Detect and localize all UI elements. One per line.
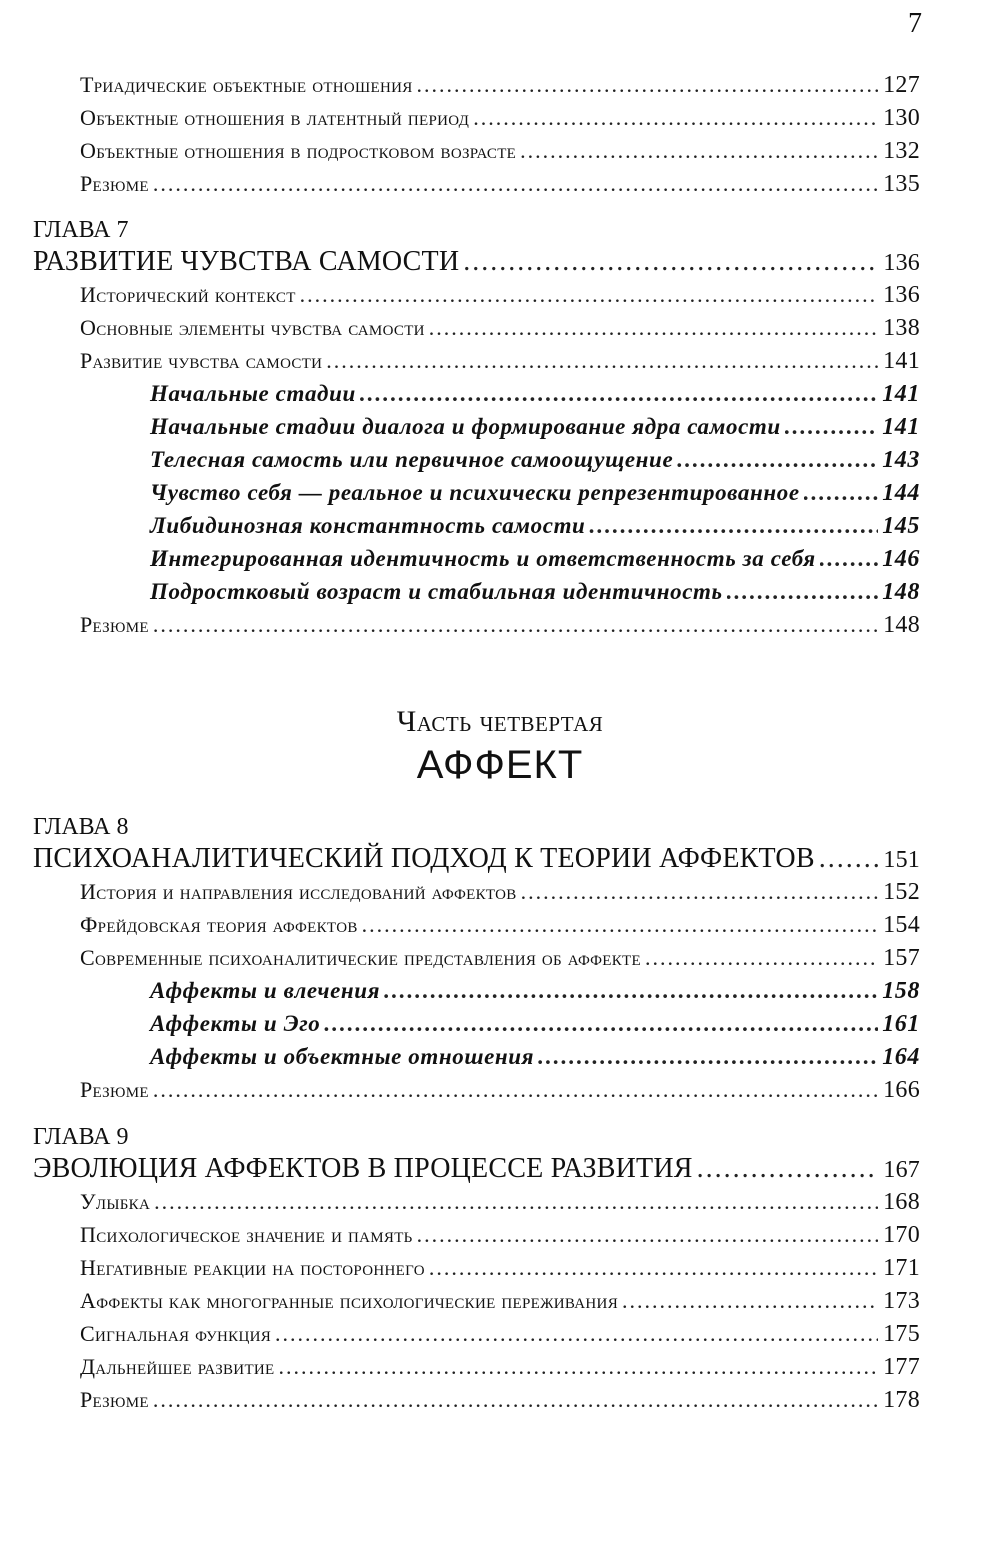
leader-dots <box>362 908 878 941</box>
chapter-title-row[interactable] <box>33 842 920 875</box>
toc-entry-page: 135 <box>883 171 920 197</box>
leader-dots <box>622 1284 878 1317</box>
toc-entry[interactable] <box>80 908 920 941</box>
chapter-label: ГЛАВА 8 <box>33 814 129 840</box>
leader-dots <box>677 443 878 476</box>
chapter-label: ГЛАВА 9 <box>33 1124 129 1150</box>
toc-entry-title: История и направления исследований аффектов <box>80 879 517 904</box>
toc-entry-title: Триадические объектные отношения <box>80 72 413 97</box>
toc-subentry-title: Интегрированная идентичность и ответственность за себя <box>150 546 816 571</box>
leader-dots <box>275 1317 878 1350</box>
toc-subentry[interactable] <box>150 443 920 476</box>
toc-entry-title: Фрейдовская теория аффектов <box>80 912 358 937</box>
toc-entry-page: 173 <box>883 1288 920 1314</box>
chapter-title: ЭВОЛЮЦИЯ АФФЕКТОВ В ПРОЦЕССЕ РАЗВИТИЯ <box>33 1153 693 1184</box>
toc-entry-title: Исторический контекст <box>80 282 296 307</box>
leader-dots <box>384 974 878 1007</box>
part-label: Часть четвертая <box>396 705 604 738</box>
toc-entry-title: Развитие чувства самости <box>80 348 323 373</box>
leader-dots <box>154 1185 878 1218</box>
toc-entry-title: Резюме <box>80 612 149 637</box>
chapter-page: 136 <box>883 250 920 276</box>
toc-entry[interactable] <box>80 1218 920 1251</box>
toc-subentry-page: 141 <box>882 414 920 440</box>
toc-entry[interactable] <box>80 344 920 377</box>
leader-dots <box>429 311 878 344</box>
leader-dots <box>820 542 878 575</box>
toc-subentry-title: Аффекты и объектные отношения <box>150 1044 535 1069</box>
toc-entry-page: 168 <box>883 1189 920 1215</box>
toc-entry-title: Резюме <box>80 171 149 196</box>
toc-entry-title: Объектные отношения в латентный период <box>80 105 470 130</box>
leader-dots <box>785 410 878 443</box>
chapter-page: 167 <box>883 1157 920 1183</box>
chapter-title: ПСИХОАНАЛИТИЧЕСКИЙ ПОДХОД К ТЕОРИИ АФФЕКТОВ <box>33 843 815 874</box>
toc-entry-title: Аффекты как многогранные психологические переживания <box>80 1288 618 1313</box>
toc-entry[interactable] <box>80 1073 920 1106</box>
toc-entry-page: 178 <box>883 1387 920 1413</box>
toc-subentry-title: Аффекты и влечения <box>150 978 381 1003</box>
leader-dots <box>804 476 878 509</box>
toc-entry[interactable] <box>80 1185 920 1218</box>
toc-entry-page: 138 <box>883 315 920 341</box>
toc-entry-title: Современные психоаналитические представления об аффекте <box>80 945 641 970</box>
leader-dots <box>360 377 878 410</box>
leader-dots <box>538 1040 878 1073</box>
toc-entry-page: 157 <box>883 945 920 971</box>
chapter-title: РАЗВИТИЕ ЧУВСТВА САМОСТИ <box>33 246 460 277</box>
leader-dots <box>153 608 878 641</box>
leader-dots <box>819 842 878 875</box>
leader-dots <box>589 509 878 542</box>
toc-entry-page: 170 <box>883 1222 920 1248</box>
toc-entry[interactable] <box>80 101 920 134</box>
toc-subentry[interactable] <box>150 575 920 608</box>
leader-dots <box>520 134 878 167</box>
toc-entry[interactable] <box>80 1317 920 1350</box>
toc-subentry-page: 144 <box>882 480 920 506</box>
toc-subentry[interactable] <box>150 542 920 575</box>
chapter-9 <box>0 1122 1000 1416</box>
toc-entry[interactable] <box>80 68 920 101</box>
chapter-label: ГЛАВА 7 <box>33 217 129 243</box>
toc-subentry-title: Либидинозная константность самости <box>150 513 586 538</box>
toc-entry[interactable] <box>80 1284 920 1317</box>
toc-subentry[interactable] <box>150 410 920 443</box>
toc-entry[interactable] <box>80 167 920 200</box>
toc-entry-title: Улыбка <box>80 1189 151 1214</box>
toc-subentry-page: 141 <box>882 381 920 407</box>
leader-dots <box>300 278 878 311</box>
chapter-8 <box>0 812 1000 1106</box>
toc-subentry-title: Аффекты и Эго <box>150 1011 321 1036</box>
toc-entry-page: 132 <box>883 138 920 164</box>
toc-entry-title: Резюме <box>80 1077 149 1102</box>
leader-dots <box>521 875 878 908</box>
toc-entry-title: Дальнейшее развитие <box>80 1354 275 1379</box>
toc-entry-title: Негативные реакции на постороннего <box>80 1255 425 1280</box>
toc-entry[interactable] <box>80 134 920 167</box>
chapter-title-row[interactable] <box>33 1152 920 1185</box>
toc-entry-page: 130 <box>883 105 920 131</box>
toc-subentry-title: Телесная самость или первичное самоощущение <box>150 447 674 472</box>
toc-subentry-title: Начальные стадии <box>150 381 356 406</box>
toc-top-entries <box>0 68 1000 200</box>
toc-entry-title: Основные элементы чувства самости <box>80 315 425 340</box>
toc-entry[interactable] <box>80 941 920 974</box>
toc-subentry[interactable] <box>150 509 920 542</box>
toc-subentry[interactable] <box>150 476 920 509</box>
toc-subentry[interactable] <box>150 974 920 1007</box>
toc-entry-page: 171 <box>883 1255 920 1281</box>
toc-entry-page: 152 <box>883 879 920 905</box>
toc-entry-page: 175 <box>883 1321 920 1347</box>
part-header <box>0 705 1000 788</box>
part-title: АФФЕКТ <box>416 743 584 787</box>
toc-subentry-page: 145 <box>882 513 920 539</box>
toc-subentry[interactable] <box>150 1007 920 1040</box>
toc-entry[interactable] <box>80 608 920 641</box>
toc-entry-title: Психологическое значение и память <box>80 1222 413 1247</box>
toc-entry[interactable] <box>80 278 920 311</box>
toc-subentry-page: 164 <box>882 1044 920 1070</box>
leader-dots <box>279 1350 878 1383</box>
toc-entry[interactable] <box>80 875 920 908</box>
leader-dots <box>417 68 878 101</box>
toc-entry-title: Сигнальная функция <box>80 1321 272 1346</box>
toc-subentry-title: Чувство себя — реальное и психически репрезентированное <box>150 480 800 505</box>
toc-entry-page: 154 <box>883 912 920 938</box>
toc-entry[interactable] <box>80 1251 920 1284</box>
toc-entry[interactable] <box>80 1350 920 1383</box>
toc-subentry-title: Подростковый возраст и стабильная идентичность <box>150 579 723 604</box>
leader-dots <box>153 1073 878 1106</box>
toc-subentry-page: 146 <box>882 546 920 572</box>
toc-entry-page: 177 <box>883 1354 920 1380</box>
toc-entry-title: Объектные отношения в подростковом возрасте <box>80 138 517 163</box>
toc-subentry-page: 148 <box>882 579 920 605</box>
leader-dots <box>153 1383 878 1416</box>
leader-dots <box>463 245 878 278</box>
chapter-7 <box>0 215 1000 641</box>
toc-entry[interactable] <box>80 311 920 344</box>
leader-dots <box>645 941 878 974</box>
leader-dots <box>473 101 878 134</box>
chapter-title-row[interactable] <box>33 245 920 278</box>
toc-entry-page: 136 <box>883 282 920 308</box>
toc-entry[interactable] <box>80 1383 920 1416</box>
toc-subentry[interactable] <box>150 377 920 410</box>
leader-dots <box>429 1251 878 1284</box>
leader-dots <box>727 575 878 608</box>
page-number: 7 <box>908 8 922 39</box>
toc-entry-page: 148 <box>883 612 920 638</box>
toc-subentry-page: 143 <box>882 447 920 473</box>
toc-entry-title: Резюме <box>80 1387 149 1412</box>
leader-dots <box>417 1218 878 1251</box>
toc-subentry-page: 158 <box>882 978 920 1004</box>
toc-entry-page: 141 <box>883 348 920 374</box>
leader-dots <box>697 1152 878 1185</box>
leader-dots <box>324 1007 878 1040</box>
chapter-page: 151 <box>883 847 920 873</box>
toc-subentry-title: Начальные стадии диалога и формирование ядра самости <box>150 414 781 439</box>
toc-subentry-page: 161 <box>882 1011 920 1037</box>
leader-dots <box>326 344 878 377</box>
leader-dots <box>153 167 878 200</box>
toc-entry-page: 127 <box>883 72 920 98</box>
toc-entry-page: 166 <box>883 1077 920 1103</box>
toc-subentry[interactable] <box>150 1040 920 1073</box>
